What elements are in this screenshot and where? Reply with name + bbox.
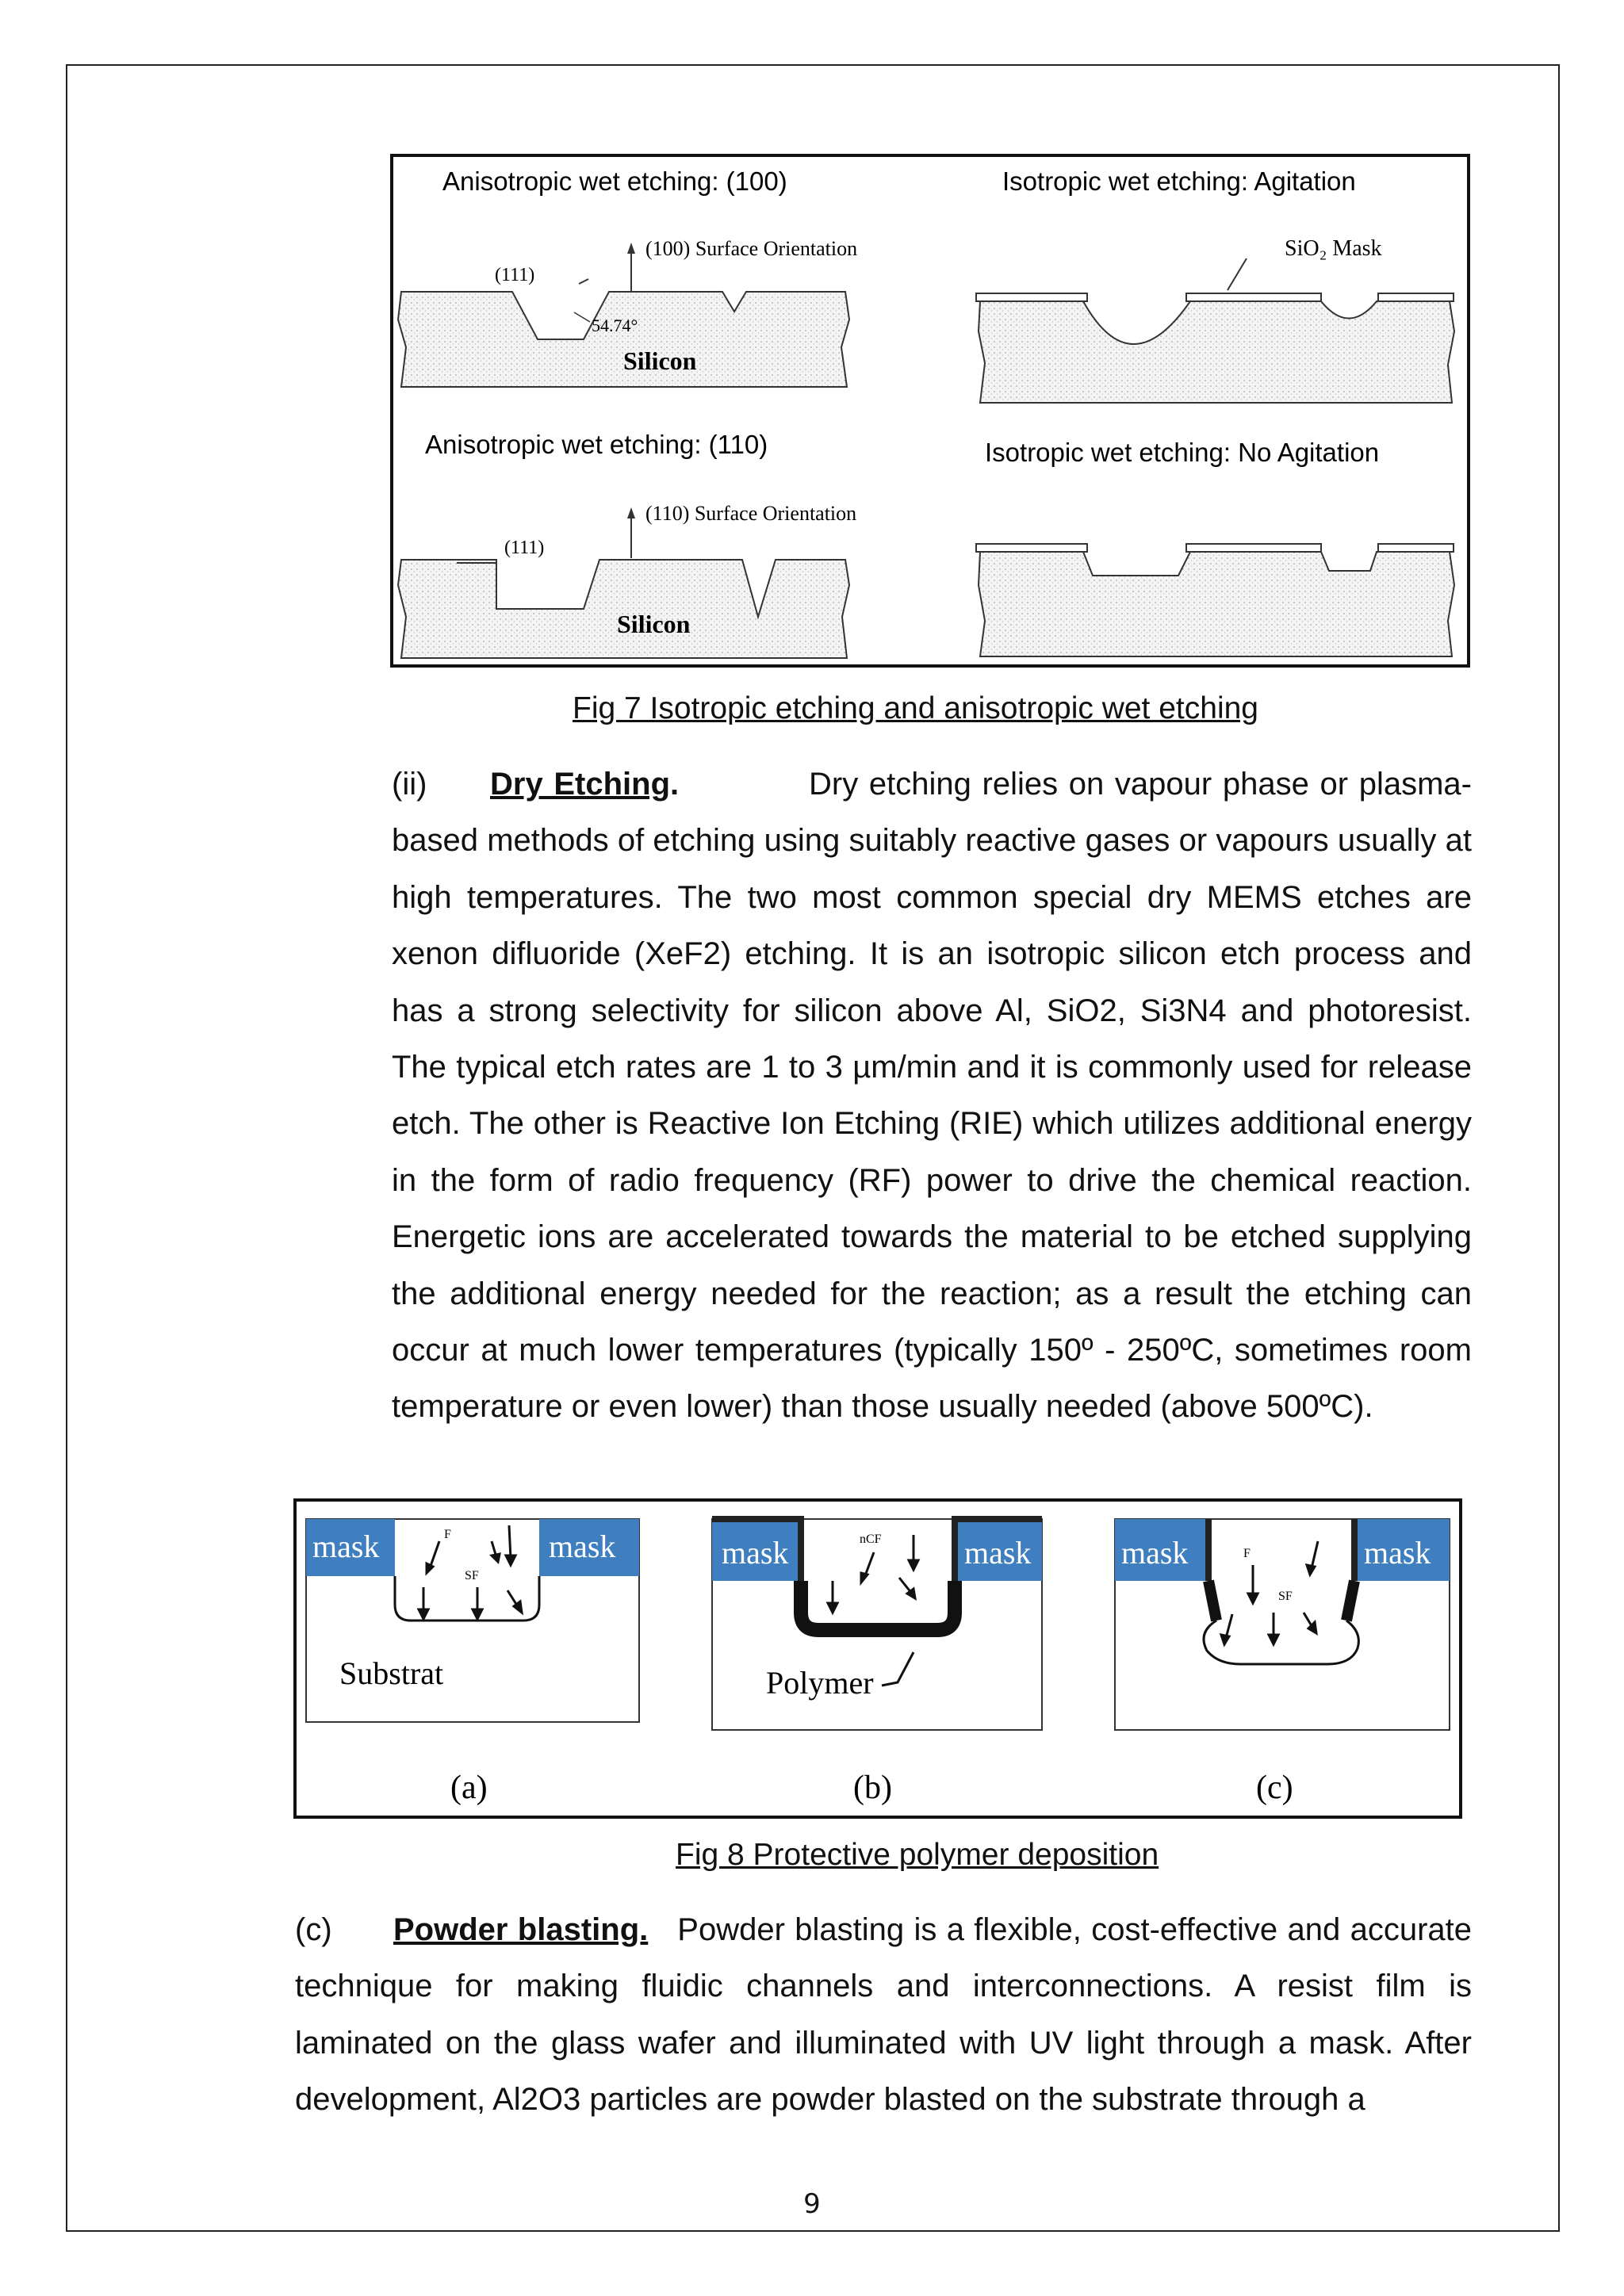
f-c-label: F: [1243, 1547, 1251, 1560]
mask-b-left-label: mask: [722, 1535, 789, 1571]
aniso-100-panel: [398, 237, 857, 387]
substrat-label: Substrat: [339, 1655, 444, 1691]
mask-c-right-label: mask: [1364, 1535, 1431, 1571]
figure-7-caption: Fig 7 Isotropic etching and anisotropic wet etching: [573, 691, 1258, 725]
iso-noagitation-title: Isotropic wet etching: No Agitation: [985, 438, 1380, 467]
surface-110-label: (110) Surface Orientation: [645, 502, 857, 525]
figure-7-drawing: [393, 157, 1467, 664]
panel-c: [1115, 1519, 1450, 1806]
mask-a-right-label: mask: [549, 1529, 616, 1564]
powder-blasting-heading: Powder blasting.: [393, 1912, 649, 1947]
powder-blasting-paragraph: [295, 1902, 1472, 2129]
iso-noagitation-panel: [976, 544, 1454, 656]
sio2-mask-label: SiO₂ Mask: [1285, 236, 1382, 261]
f-a-label: F: [444, 1528, 451, 1541]
panel-a: [306, 1519, 639, 1806]
plane-111-label-a: (111): [495, 265, 535, 285]
mask-a-left-label: mask: [312, 1529, 380, 1564]
sfx-c-label: SF: [1278, 1590, 1293, 1603]
panel-a-label: (a): [450, 1770, 488, 1806]
mask-b-right-label: mask: [964, 1535, 1032, 1571]
page-number: 9: [803, 2188, 821, 2220]
powder-blasting-number: (c): [295, 1912, 332, 1947]
dry-etching-number: (ii): [392, 767, 427, 802]
angle-label: 54.74°: [592, 316, 638, 335]
aniso-100-title: Anisotropic wet etching: (100): [442, 166, 787, 196]
silicon-label-a: Silicon: [623, 346, 697, 375]
dry-etching-heading: Dry Etching: [490, 767, 671, 802]
dry-etching-body: Dry etching relies on vapour phase or plasma-based methods of etching using suitably reactive gases or vapours usually at high temperatures. The two most common special dry MEMS etches are xenon difluoride (XeF2) etching. It is an isotropic silicon etch process and has a strong selectivity for silicon above Al, SiO2, Si3N4 and photoresist. The typical etch rates are 1 to 3 µm/min and it is commonly used for release etch. The other is Reactive Ion Etching (RIE) which utilizes additional energy in the form of radio frequency (RF) power to drive the chemical reaction. Energetic ions are accelerated towards the material to be etched supplying the additional energy needed for the reaction; as a result the etching can occur at much lower temperatures (typically 150º - 250ºC, sometimes room temperature or even lower) than those usually needed (above 500ºC).: [392, 767, 1472, 1425]
mask-c-left-label: mask: [1121, 1535, 1189, 1571]
panel-c-label: (c): [1256, 1770, 1293, 1806]
figure-7: [390, 154, 1470, 668]
dry-etching-paragraph: (ii) Dry Etching. Dry etching relies on vapour phase or plasma-based methods of etching using suitably reactive gases or vapours usually at high temperatures. The two most common special dry MEMS etches are xenon difluoride (XeF2) etching. It is an isotropic silicon etch process and has a strong selectivity for silicon above Al, SiO2, Si3N4 and photoresist. The typical etch rates are 1 to 3 µm/min and it is commonly used for release etch. The other is Reactive Ion Etching (RIE) which utilizes additional energy in the form of radio frequency (RF) power to drive the chemical reaction. Energetic ions are accelerated towards the material to be etched supplying the additional energy needed for the reaction; as a result the etching can occur at much lower temperatures (typically 150º - 250ºC, sometimes room temperature or even lower) than those usually needed (above 500ºC).: [392, 756, 1472, 1436]
plane-111-label-b: (111): [504, 538, 545, 558]
surface-100-label: (100) Surface Orientation: [645, 237, 858, 260]
aniso-110-title: Anisotropic wet etching: (110): [425, 430, 768, 459]
polymer-label: Polymer: [766, 1665, 874, 1701]
sfx-a-label: SF: [465, 1569, 479, 1582]
panel-b: [712, 1519, 1042, 1806]
aniso-110-panel: [398, 502, 856, 658]
iso-agitation-panel: [976, 236, 1454, 403]
figure-8-drawing: [297, 1502, 1459, 1816]
figure-8: [293, 1498, 1462, 1819]
silicon-label-b: Silicon: [617, 610, 691, 638]
iso-agitation-title: Isotropic wet etching: Agitation: [1002, 166, 1356, 196]
figure-8-caption: Fig 8 Protective polymer deposition: [676, 1838, 1159, 1872]
powder-blasting-body: Powder blasting is a flexible, cost-effective and accurate technique for making fluidic channels and interconnections. A resist film is laminated on the glass wafer and illuminated with UV light through a mask. After development, Al2O3 particles are powder blasted on the substrate through a: [295, 1912, 1473, 2118]
ncfx-label: nCF: [860, 1533, 882, 1546]
panel-b-label: (b): [853, 1770, 892, 1806]
